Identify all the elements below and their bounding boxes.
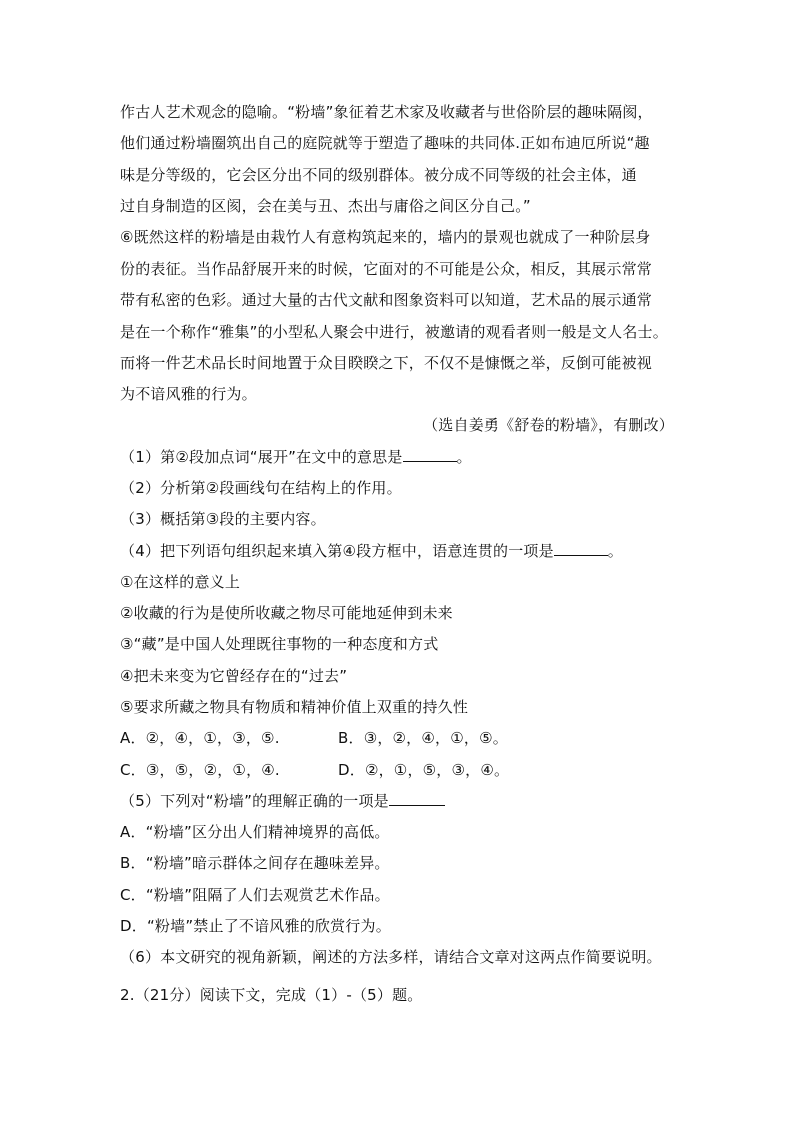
option-item: C．“粉墙”阻隔了人们去观赏艺术作品。 bbox=[120, 886, 390, 904]
list-item: ③“藏”是中国人处理既往事物的一种态度和方式 bbox=[120, 635, 439, 653]
options-row bbox=[120, 728, 508, 748]
answer-blank bbox=[389, 791, 445, 806]
answer-blank bbox=[403, 447, 457, 462]
answer-blank bbox=[554, 541, 608, 556]
options-row bbox=[120, 760, 510, 780]
passage-line: 味是分等级的，它会区分出不同的级别群体。被分成不同等级的社会主体，通 bbox=[120, 166, 637, 184]
option-item: D．“粉墙”禁止了不谙风雅的欣赏行为。 bbox=[120, 917, 391, 935]
passage-line: 是在一个称作“雅集”的小型私人聚会中进行，被邀请的观看者则一般是文人名士。 bbox=[120, 323, 668, 341]
question-4 bbox=[120, 541, 623, 561]
passage-line: 过自身制造的区阂，会在美与丑、杰出与庸俗之间区分自己。” bbox=[120, 197, 531, 215]
question-5-text: （5）下列对“粉墙”的理解正确的一项是 bbox=[120, 792, 389, 810]
section-heading: 2.（21分）阅读下文，完成（1）-（5）题。 bbox=[120, 986, 423, 1004]
question-4-end: 。 bbox=[607, 542, 623, 560]
question-1 bbox=[120, 447, 472, 467]
option-c: C．③，⑤，②，①，④. bbox=[120, 761, 280, 779]
passage-line: ⑥既然这样的粉墙是由栽竹人有意构筑起来的，墙内的景观也就成了一种阶层身 bbox=[120, 228, 651, 246]
question-4-text: （4）把下列语句组织起来填入第④段方框中，语意连贯的一项是 bbox=[120, 542, 554, 560]
question-2: （2）分析第②段画线句在结构上的作用。 bbox=[120, 479, 402, 497]
option-item: B．“粉墙”暗示群体之间存在趣味差异。 bbox=[120, 854, 390, 872]
list-item: ⑤要求所藏之物具有物质和精神价值上双重的持久性 bbox=[120, 698, 469, 716]
passage-line: 作古人艺术观念的隐喻。“粉墙”象征着艺术家及收藏者与世俗阶层的趣味隔阂， bbox=[120, 103, 653, 121]
passage-line: 而将一件艺术品长时间地置于众目睽睽之下，不仅不是慷慨之举，反倒可能被视 bbox=[120, 354, 653, 372]
list-item: ④把未来变为它曾经存在的“过去” bbox=[120, 667, 348, 685]
passage-line: 带有私密的色彩。通过大量的古代文献和图象资料可以知道，艺术品的展示通常 bbox=[120, 291, 653, 309]
passage-line: 他们通过粉墙圈筑出自己的庭院就等于塑造了趣味的共同体.正如布迪厄所说“趣 bbox=[120, 134, 650, 152]
source-citation: （选自姜勇《舒卷的粉墙》，有删改） bbox=[423, 416, 674, 434]
option-a: A．②，④，①，③，⑤. bbox=[120, 729, 280, 747]
option-d: D．②，①，⑤，③，④。 bbox=[338, 761, 510, 779]
passage-line: 份的表征。当作品舒展开来的时候，它面对的不可能是公众，相反，其展示常常 bbox=[120, 260, 653, 278]
question-6: （6）本文研究的视角新颖，阐述的方法多样，请结合文章对这两点作简要说明。 bbox=[120, 948, 662, 966]
question-5 bbox=[120, 791, 445, 811]
question-1-end: 。 bbox=[456, 448, 472, 466]
list-item: ②收藏的行为是使所收藏之物尽可能地延伸到未来 bbox=[120, 604, 453, 622]
option-item: A．“粉墙”区分出人们精神境界的高低。 bbox=[120, 823, 390, 841]
option-b: B．③，②，④，①，⑤。 bbox=[338, 729, 508, 747]
passage-line: 为不谙风雅的行为。 bbox=[120, 385, 257, 403]
list-item: ①在这样的意义上 bbox=[120, 573, 241, 591]
question-3: （3）概括第③段的主要内容。 bbox=[120, 510, 326, 528]
question-1-text: （1）第②段加点词“展开”在文中的意思是 bbox=[120, 448, 403, 466]
